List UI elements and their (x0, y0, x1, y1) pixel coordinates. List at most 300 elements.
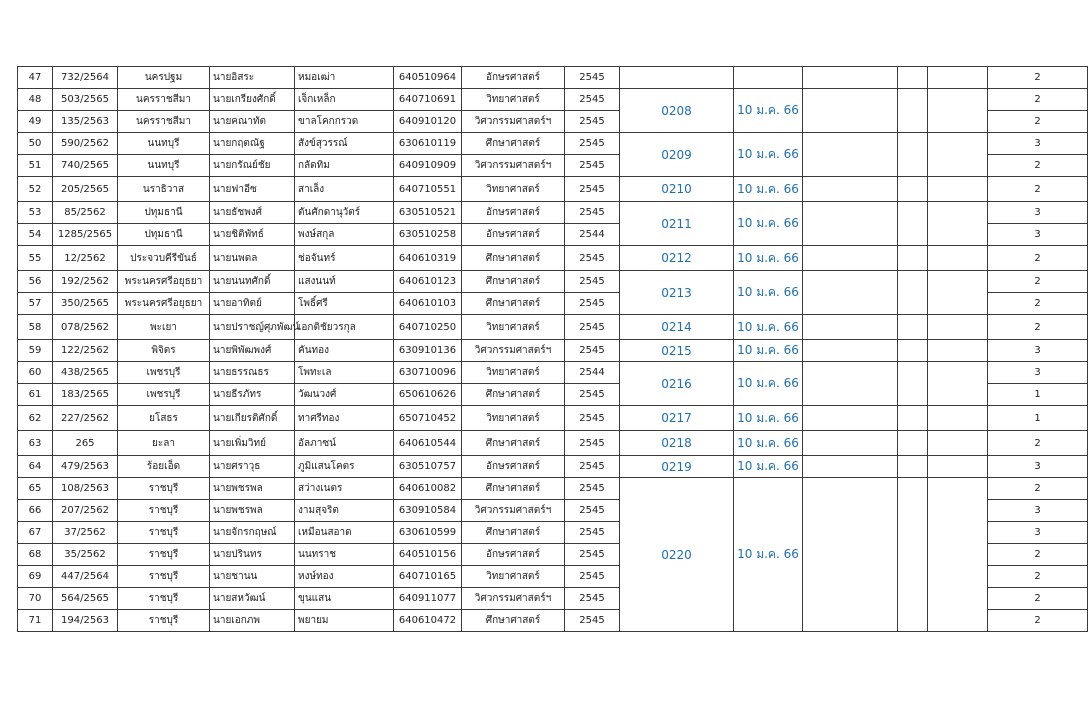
cell-year: 2545 (565, 456, 620, 478)
cell-last: เอกติชัยวรกุล (295, 315, 394, 340)
cell-province: ราชบุรี (118, 588, 210, 610)
cell-faculty: วิศวกรรมศาสตร์ฯ (462, 155, 565, 177)
cell-year: 2545 (565, 246, 620, 271)
group-date: 10 ม.ค. 66 (734, 340, 803, 362)
cell-faculty: วิทยาศาสตร์ (462, 362, 565, 384)
cell-blank-c (928, 362, 988, 406)
cell-count: 1 (988, 406, 1088, 431)
cell-sid: 650610626 (394, 384, 462, 406)
cell-last: คันทอง (295, 340, 394, 362)
cell-year: 2545 (565, 610, 620, 632)
cell-faculty: วิทยาศาสตร์ (462, 406, 565, 431)
group-code: 0214 (620, 315, 734, 340)
cell-sid: 640510964 (394, 67, 462, 89)
document-page (17, 66, 1041, 632)
group-date: 10 ม.ค. 66 (734, 133, 803, 177)
cell-count: 2 (988, 67, 1088, 89)
cell-reg: 192/2562 (53, 271, 118, 293)
group-date: 10 ม.ค. 66 (734, 406, 803, 431)
cell-count: 2 (988, 89, 1088, 111)
cell-no: 65 (18, 478, 53, 500)
cell-no: 48 (18, 89, 53, 111)
cell-first: นายนนทศักดิ์ (210, 271, 295, 293)
group-date: 10 ม.ค. 66 (734, 315, 803, 340)
cell-blank-b (898, 177, 928, 202)
cell-last: พยายม (295, 610, 394, 632)
cell-reg: 590/2562 (53, 133, 118, 155)
cell-sid: 640610544 (394, 431, 462, 456)
cell-blank-b (898, 431, 928, 456)
cell-faculty: วิทยาศาสตร์ (462, 315, 565, 340)
cell-no: 56 (18, 271, 53, 293)
cell-no: 68 (18, 544, 53, 566)
cell-province: ราชบุรี (118, 544, 210, 566)
cell-first: นายจักรกฤษณ์ (210, 522, 295, 544)
cell-blank-a (803, 478, 898, 632)
cell-province: พระนครศรีอยุธยา (118, 271, 210, 293)
cell-faculty: อักษรศาสตร์ (462, 67, 565, 89)
cell-blank-b (898, 456, 928, 478)
cell-reg: 564/2565 (53, 588, 118, 610)
table-row (18, 89, 1088, 111)
cell-last: งามสุจริต (295, 500, 394, 522)
cell-reg: 1285/2565 (53, 224, 118, 246)
cell-province: ประจวบคีรีขันธ์ (118, 246, 210, 271)
cell-count: 3 (988, 522, 1088, 544)
cell-sid: 640510156 (394, 544, 462, 566)
table-row (18, 177, 1088, 202)
group-date: 10 ม.ค. 66 (734, 271, 803, 315)
cell-last: หงษ์ทอง (295, 566, 394, 588)
cell-blank-c (928, 133, 988, 177)
cell-first: นายธรรณธร (210, 362, 295, 384)
cell-count: 2 (988, 271, 1088, 293)
cell-no: 64 (18, 456, 53, 478)
cell-last: โพธิ์ศรี (295, 293, 394, 315)
cell-province: ราชบุรี (118, 500, 210, 522)
cell-no: 70 (18, 588, 53, 610)
cell-reg: 740/2565 (53, 155, 118, 177)
cell-count: 2 (988, 588, 1088, 610)
cell-blank-c (928, 246, 988, 271)
cell-no: 60 (18, 362, 53, 384)
table-body (18, 67, 1088, 632)
group-code: 0217 (620, 406, 734, 431)
cell-province: นครราชสีมา (118, 89, 210, 111)
cell-blank-a (803, 406, 898, 431)
cell-last: หมอเฒ่า (295, 67, 394, 89)
cell-no: 61 (18, 384, 53, 406)
cell-last: กลัดทิม (295, 155, 394, 177)
cell-blank-c (928, 89, 988, 133)
cell-last: ขาลโคกกรวด (295, 111, 394, 133)
cell-blank-c (928, 67, 988, 89)
cell-no: 69 (18, 566, 53, 588)
cell-blank-a (803, 431, 898, 456)
cell-blank-b (898, 67, 928, 89)
cell-blank-b (898, 478, 928, 632)
cell-blank-b (898, 271, 928, 315)
cell-blank-c (928, 431, 988, 456)
cell-year: 2545 (565, 89, 620, 111)
cell-blank-b (898, 202, 928, 246)
cell-year: 2544 (565, 362, 620, 384)
cell-province: ปทุมธานี (118, 202, 210, 224)
cell-first: นายธัชพงศ์ (210, 202, 295, 224)
cell-count: 2 (988, 610, 1088, 632)
cell-sid: 630910136 (394, 340, 462, 362)
cell-sid: 630510757 (394, 456, 462, 478)
group-date: 10 ม.ค. 66 (734, 202, 803, 246)
cell-last: วัฒนวงศ์ (295, 384, 394, 406)
cell-no: 55 (18, 246, 53, 271)
cell-no: 53 (18, 202, 53, 224)
cell-count: 2 (988, 155, 1088, 177)
cell-province: นราธิวาส (118, 177, 210, 202)
cell-count: 3 (988, 340, 1088, 362)
cell-last: พงษ์สกุล (295, 224, 394, 246)
cell-reg: 207/2562 (53, 500, 118, 522)
cell-year: 2545 (565, 500, 620, 522)
cell-faculty: วิทยาศาสตร์ (462, 177, 565, 202)
cell-first: นายชิติพัทธ์ (210, 224, 295, 246)
cell-faculty: ศึกษาศาสตร์ (462, 133, 565, 155)
group-code: 0215 (620, 340, 734, 362)
group-date: 10 ม.ค. 66 (734, 478, 803, 632)
cell-sid: 630510521 (394, 202, 462, 224)
cell-faculty: วิศวกรรมศาสตร์ฯ (462, 340, 565, 362)
table-row (18, 246, 1088, 271)
cell-reg: 227/2562 (53, 406, 118, 431)
group-code: 0220 (620, 478, 734, 632)
group-code: 0212 (620, 246, 734, 271)
cell-count: 2 (988, 293, 1088, 315)
group-code: 0210 (620, 177, 734, 202)
cell-sid: 640710165 (394, 566, 462, 588)
cell-last: เจ็กเหล็ก (295, 89, 394, 111)
cell-faculty: วิศวกรรมศาสตร์ฯ (462, 111, 565, 133)
cell-first: นายกรัณย์ชัย (210, 155, 295, 177)
cell-province: นนทบุรี (118, 133, 210, 155)
cell-blank-b (898, 246, 928, 271)
cell-province: ราชบุรี (118, 610, 210, 632)
cell-year: 2545 (565, 544, 620, 566)
cell-count: 1 (988, 384, 1088, 406)
cell-no: 54 (18, 224, 53, 246)
cell-sid: 630610599 (394, 522, 462, 544)
cell-blank-a (803, 202, 898, 246)
cell-year: 2545 (565, 271, 620, 293)
cell-first: นายนพดล (210, 246, 295, 271)
cell-reg: 122/2562 (53, 340, 118, 362)
cell-reg: 85/2562 (53, 202, 118, 224)
cell-blank-date (734, 67, 803, 89)
cell-reg: 35/2562 (53, 544, 118, 566)
group-code: 0218 (620, 431, 734, 456)
cell-sid: 650710452 (394, 406, 462, 431)
cell-no: 71 (18, 610, 53, 632)
table-row (18, 456, 1088, 478)
cell-blank-a (803, 362, 898, 406)
cell-first: นายปราชญ์ศุภพัฒน์ (210, 315, 295, 340)
cell-faculty: อักษรศาสตร์ (462, 202, 565, 224)
cell-sid: 630910584 (394, 500, 462, 522)
cell-province: ร้อยเอ็ด (118, 456, 210, 478)
cell-blank-c (928, 456, 988, 478)
cell-no: 50 (18, 133, 53, 155)
cell-sid: 640911077 (394, 588, 462, 610)
cell-no: 51 (18, 155, 53, 177)
cell-first: นายเพิ่มวิทย์ (210, 431, 295, 456)
group-code: 0213 (620, 271, 734, 315)
cell-sid: 640710691 (394, 89, 462, 111)
cell-faculty: ศึกษาศาสตร์ (462, 271, 565, 293)
cell-province: ปทุมธานี (118, 224, 210, 246)
table-row (18, 67, 1088, 89)
cell-first: นายเกรียงศักดิ์ (210, 89, 295, 111)
cell-reg: 350/2565 (53, 293, 118, 315)
cell-blank-c (928, 315, 988, 340)
cell-count: 2 (988, 315, 1088, 340)
cell-faculty: ศึกษาศาสตร์ (462, 522, 565, 544)
cell-faculty: วิศวกรรมศาสตร์ฯ (462, 588, 565, 610)
cell-no: 59 (18, 340, 53, 362)
table-row (18, 406, 1088, 431)
cell-first: นายคณาทัต (210, 111, 295, 133)
cell-year: 2545 (565, 177, 620, 202)
cell-first: นายเกียรติศักดิ์ (210, 406, 295, 431)
cell-sid: 640710250 (394, 315, 462, 340)
cell-blank-c (928, 340, 988, 362)
cell-year: 2545 (565, 133, 620, 155)
cell-year: 2545 (565, 522, 620, 544)
cell-no: 58 (18, 315, 53, 340)
cell-sid: 640610082 (394, 478, 462, 500)
cell-faculty: วิทยาศาสตร์ (462, 89, 565, 111)
cell-year: 2545 (565, 340, 620, 362)
cell-sid: 630610119 (394, 133, 462, 155)
cell-first: นายเอกภพ (210, 610, 295, 632)
cell-year: 2545 (565, 566, 620, 588)
cell-province: นครราชสีมา (118, 111, 210, 133)
group-code: 0208 (620, 89, 734, 133)
cell-sid: 640610123 (394, 271, 462, 293)
table-row (18, 478, 1088, 500)
cell-year: 2545 (565, 588, 620, 610)
cell-blank-a (803, 177, 898, 202)
cell-province: พระนครศรีอยุธยา (118, 293, 210, 315)
cell-sid: 630710096 (394, 362, 462, 384)
student-table (17, 66, 1088, 632)
group-date: 10 ม.ค. 66 (734, 431, 803, 456)
cell-no: 66 (18, 500, 53, 522)
cell-province: นนทบุรี (118, 155, 210, 177)
cell-blank-c (928, 202, 988, 246)
cell-no: 57 (18, 293, 53, 315)
cell-first: นายอาทิตย์ (210, 293, 295, 315)
cell-province: ยโสธร (118, 406, 210, 431)
cell-province: ราชบุรี (118, 522, 210, 544)
cell-faculty: ศึกษาศาสตร์ (462, 384, 565, 406)
cell-blank-code (620, 67, 734, 89)
cell-reg: 265 (53, 431, 118, 456)
cell-count: 2 (988, 431, 1088, 456)
cell-blank-a (803, 133, 898, 177)
cell-last: สว่างเนตร (295, 478, 394, 500)
cell-sid: 640610103 (394, 293, 462, 315)
cell-blank-a (803, 456, 898, 478)
cell-no: 67 (18, 522, 53, 544)
cell-count: 3 (988, 500, 1088, 522)
cell-blank-a (803, 271, 898, 315)
cell-first: นายอิสระ (210, 67, 295, 89)
cell-sid: 630510258 (394, 224, 462, 246)
table-row (18, 431, 1088, 456)
cell-count: 3 (988, 202, 1088, 224)
table-row (18, 202, 1088, 224)
cell-sid: 640910909 (394, 155, 462, 177)
table-row (18, 362, 1088, 384)
cell-count: 2 (988, 111, 1088, 133)
cell-last: เหมือนสอาด (295, 522, 394, 544)
cell-last: ขุนแสน (295, 588, 394, 610)
cell-first: นายชานน (210, 566, 295, 588)
cell-year: 2545 (565, 315, 620, 340)
cell-reg: 205/2565 (53, 177, 118, 202)
cell-first: นายศราวุธ (210, 456, 295, 478)
cell-reg: 12/2562 (53, 246, 118, 271)
cell-no: 62 (18, 406, 53, 431)
cell-blank-c (928, 271, 988, 315)
cell-year: 2545 (565, 406, 620, 431)
table-row (18, 340, 1088, 362)
cell-year: 2545 (565, 202, 620, 224)
cell-no: 47 (18, 67, 53, 89)
cell-first: นายฟาอีซ (210, 177, 295, 202)
cell-reg: 438/2565 (53, 362, 118, 384)
cell-last: สาเล็ง (295, 177, 394, 202)
cell-province: นครปฐม (118, 67, 210, 89)
cell-blank-c (928, 478, 988, 632)
cell-reg: 503/2565 (53, 89, 118, 111)
cell-last: ตันศักดานุวัตร์ (295, 202, 394, 224)
cell-year: 2545 (565, 431, 620, 456)
cell-blank-a (803, 246, 898, 271)
group-date: 10 ม.ค. 66 (734, 362, 803, 406)
group-code: 0209 (620, 133, 734, 177)
cell-blank-b (898, 406, 928, 431)
cell-last: ภูมิแสนโคตร (295, 456, 394, 478)
cell-blank-c (928, 406, 988, 431)
cell-count: 3 (988, 133, 1088, 155)
cell-sid: 640910120 (394, 111, 462, 133)
cell-province: พิจิตร (118, 340, 210, 362)
cell-faculty: ศึกษาศาสตร์ (462, 478, 565, 500)
group-date: 10 ม.ค. 66 (734, 456, 803, 478)
cell-blank-b (898, 362, 928, 406)
cell-count: 2 (988, 544, 1088, 566)
group-code: 0211 (620, 202, 734, 246)
cell-first: นายปรินทร (210, 544, 295, 566)
cell-year: 2545 (565, 293, 620, 315)
cell-reg: 194/2563 (53, 610, 118, 632)
cell-faculty: ศึกษาศาสตร์ (462, 246, 565, 271)
cell-count: 3 (988, 362, 1088, 384)
cell-first: นายธีรภัทร (210, 384, 295, 406)
group-date: 10 ม.ค. 66 (734, 177, 803, 202)
cell-faculty: อักษรศาสตร์ (462, 544, 565, 566)
cell-first: นายพชรพล (210, 478, 295, 500)
cell-count: 2 (988, 177, 1088, 202)
cell-province: ราชบุรี (118, 478, 210, 500)
cell-year: 2545 (565, 478, 620, 500)
cell-last: ช่อจันทร์ (295, 246, 394, 271)
cell-first: นายพชรพล (210, 500, 295, 522)
group-code: 0216 (620, 362, 734, 406)
cell-blank-b (898, 133, 928, 177)
cell-province: พะเยา (118, 315, 210, 340)
cell-first: นายพิพัฒพงศ์ (210, 340, 295, 362)
cell-count: 3 (988, 456, 1088, 478)
table-row (18, 133, 1088, 155)
cell-faculty: อักษรศาสตร์ (462, 456, 565, 478)
cell-first: นายกฤตณัฐ (210, 133, 295, 155)
cell-blank-a (803, 89, 898, 133)
cell-last: โพทะเล (295, 362, 394, 384)
cell-faculty: วิศวกรรมศาสตร์ฯ (462, 500, 565, 522)
cell-no: 52 (18, 177, 53, 202)
cell-first: นายสหวัฒน์ (210, 588, 295, 610)
cell-sid: 640610472 (394, 610, 462, 632)
cell-province: ยะลา (118, 431, 210, 456)
cell-blank-a (803, 67, 898, 89)
cell-blank-b (898, 340, 928, 362)
cell-province: เพชรบุรี (118, 384, 210, 406)
table-row (18, 271, 1088, 293)
cell-last: สังข์สุวรรณ์ (295, 133, 394, 155)
cell-reg: 183/2565 (53, 384, 118, 406)
cell-no: 49 (18, 111, 53, 133)
cell-reg: 108/2563 (53, 478, 118, 500)
cell-reg: 732/2564 (53, 67, 118, 89)
cell-last: อัลภาซน์ (295, 431, 394, 456)
cell-blank-b (898, 89, 928, 133)
cell-sid: 640710551 (394, 177, 462, 202)
cell-count: 3 (988, 224, 1088, 246)
cell-blank-a (803, 340, 898, 362)
cell-reg: 479/2563 (53, 456, 118, 478)
cell-no: 63 (18, 431, 53, 456)
cell-blank-c (928, 177, 988, 202)
cell-year: 2545 (565, 111, 620, 133)
cell-reg: 078/2562 (53, 315, 118, 340)
cell-count: 2 (988, 566, 1088, 588)
cell-faculty: วิทยาศาสตร์ (462, 566, 565, 588)
cell-sid: 640610319 (394, 246, 462, 271)
cell-blank-b (898, 315, 928, 340)
cell-count: 2 (988, 246, 1088, 271)
cell-last: นนทราช (295, 544, 394, 566)
cell-blank-a (803, 315, 898, 340)
cell-province: เพชรบุรี (118, 362, 210, 384)
group-code: 0219 (620, 456, 734, 478)
cell-faculty: ศึกษาศาสตร์ (462, 293, 565, 315)
cell-faculty: อักษรศาสตร์ (462, 224, 565, 246)
cell-year: 2544 (565, 224, 620, 246)
group-date: 10 ม.ค. 66 (734, 246, 803, 271)
cell-year: 2545 (565, 155, 620, 177)
cell-faculty: ศึกษาศาสตร์ (462, 431, 565, 456)
